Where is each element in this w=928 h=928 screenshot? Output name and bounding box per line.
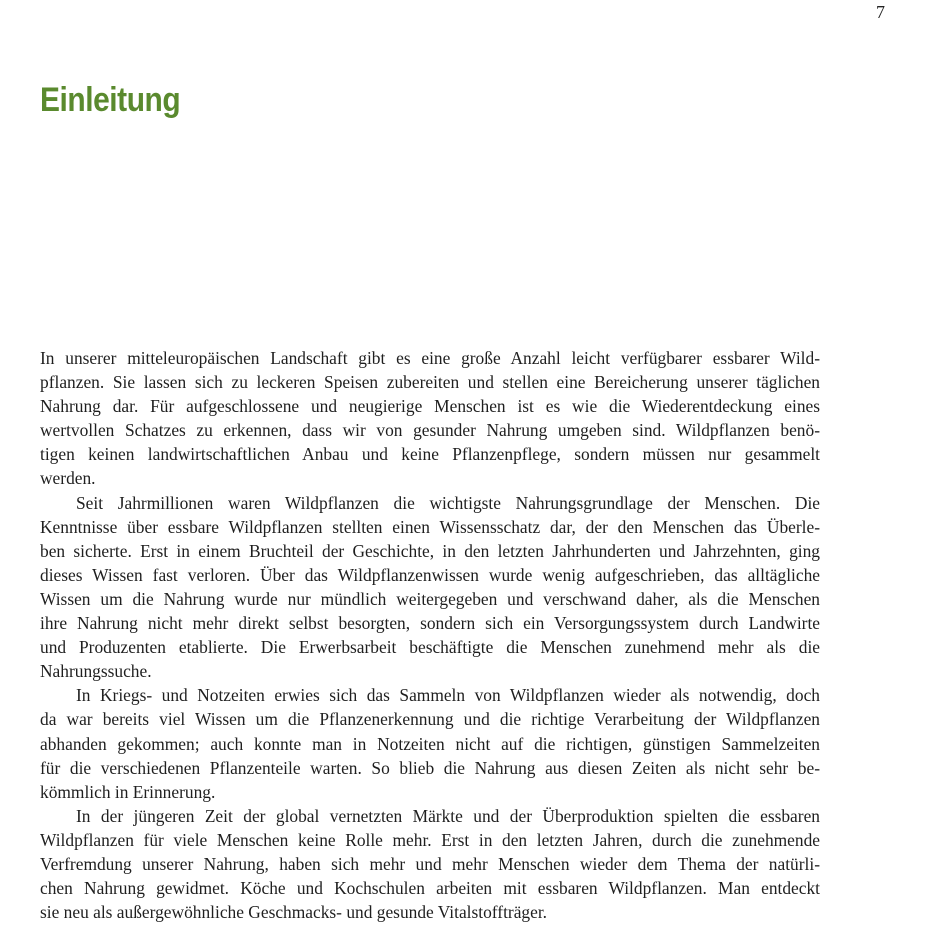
- text-line: abhanden gekommen; auch konnte man in Notzeiten nicht auf die richtigen, günstigen Sammelzeiten: [40, 733, 820, 754]
- text-line: Wissen um die Nahrung wurde nur mündlich weitergegeben und verschwand daher, als die Menschen: [40, 588, 820, 609]
- text-line: chen Nahrung gewidmet. Köche und Kochschulen arbeiten mit essbaren Wildpflanzen. Man entdeckt: [40, 878, 820, 899]
- text-line: Kenntnisse über essbare Wildpflanzen stellten einen Wissensschatz dar, der den Menschen das Überle-: [40, 516, 820, 537]
- paragraph-3: [40, 683, 820, 803]
- text-line: sie neu als außergewöhnliche Geschmacks- und gesunde Vitalstoffträger.: [40, 902, 548, 923]
- paragraph-2: [40, 491, 820, 684]
- page-number: 7: [876, 2, 885, 22]
- text-line: Wildpflanzen für viele Menschen keine Rolle mehr. Erst in den letzten Jahren, durch die zunehmende: [40, 829, 820, 850]
- text-line: In der jüngeren Zeit der global vernetzten Märkte und der Überproduktion spielten die essbaren: [76, 805, 820, 826]
- text-line: dieses Wissen fast verloren. Über das Wildpflanzenwissen wurde wenig aufgeschrieben, das alltägliche: [40, 564, 820, 585]
- text-line: ben sicherte. Erst in einem Bruchteil der Geschichte, in den letzten Jahrhunderten und Jahrzehnten, ging: [40, 540, 820, 561]
- text-line: wertvollen Schatzes zu erkennen, dass wir von gesunder Nahrung umgeben sind. Wildpflanzen benö-: [40, 420, 820, 441]
- text-line: für die verschiedenen Pflanzenteile warten. So blieb die Nahrung aus diesen Zeiten als nicht sehr be-: [40, 757, 820, 778]
- text-line: da war bereits viel Wissen um die Pflanzenerkennung und die richtige Verarbeitung der Wildpflanzen: [40, 709, 820, 730]
- text-line: ihre Nahrung nicht mehr direkt selbst besorgten, sondern sich ein Versorgungssystem durch Landwirte: [40, 613, 820, 634]
- text-line: kömmlich in Erinnerung.: [40, 781, 216, 802]
- text-line: Nahrungssuche.: [40, 661, 152, 682]
- chapter-title: Einleitung: [40, 81, 181, 119]
- text-line: Verfremdung unserer Nahrung, haben sich mehr und mehr Menschen wieder dem Thema der natürli-: [40, 853, 820, 874]
- text-line: pflanzen. Sie lassen sich zu leckeren Speisen zubereiten und stellen eine Bereicherung unserer täglichen: [40, 372, 820, 393]
- paragraph-4: [40, 804, 820, 924]
- text-line: In Kriegs- und Notzeiten erwies sich das Sammeln von Wildpflanzen wieder als notwendig, doch: [76, 685, 820, 706]
- text-line: tigen keinen landwirtschaftlichen Anbau und keine Pflanzenpflege, sondern müssen nur gesammelt: [40, 444, 820, 465]
- text-line: Nahrung dar. Für aufgeschlossene und neugierige Menschen ist es wie die Wiederentdeckung eines: [40, 396, 820, 417]
- text-line: Seit Jahrmillionen waren Wildpflanzen die wichtigste Nahrungsgrundlage der Menschen. Die: [76, 492, 820, 513]
- body-text: [40, 346, 820, 924]
- text-line: In unserer mitteleuropäischen Landschaft gibt es eine große Anzahl leicht verfügbarer essbarer Wild-: [40, 348, 820, 368]
- text-line: und Produzenten etablierte. Die Erwerbsarbeit beschäftigte die Menschen zunehmend mehr als die: [40, 637, 820, 658]
- paragraph-1: [40, 346, 820, 491]
- text-line: werden.: [40, 468, 96, 489]
